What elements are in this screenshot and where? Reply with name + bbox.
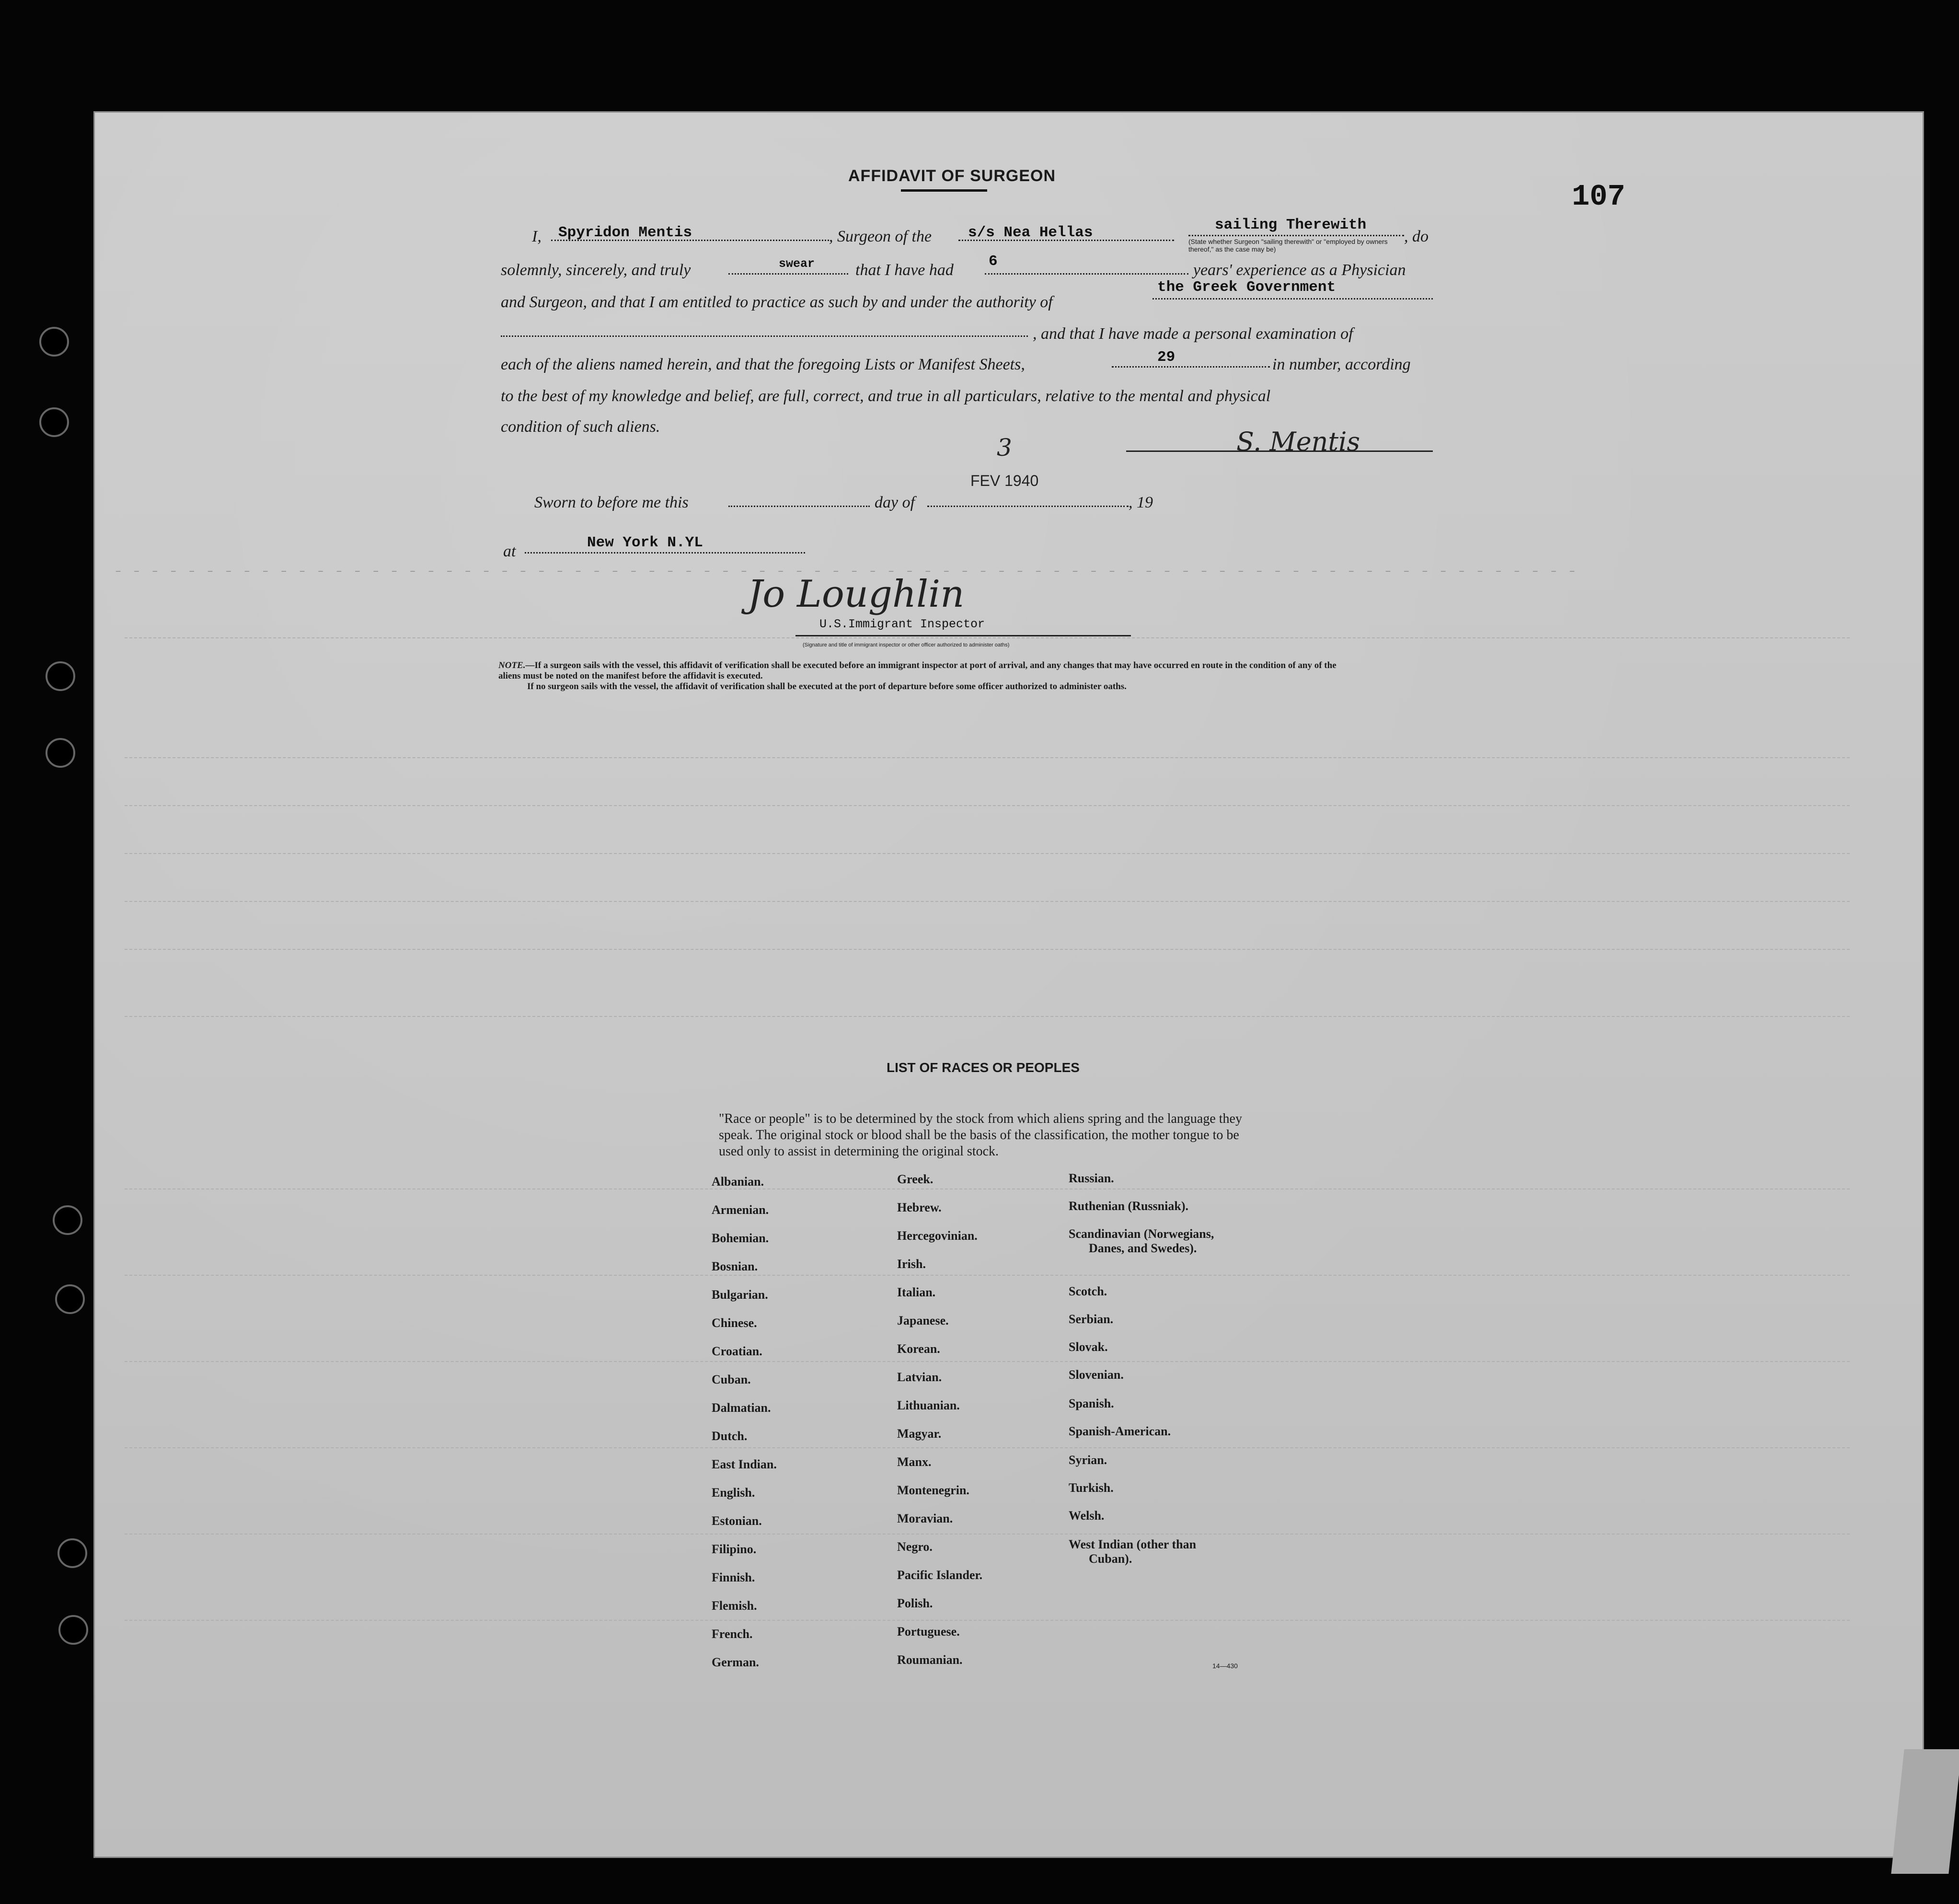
race-item: Ruthenian (Russniak).	[1069, 1199, 1188, 1213]
race-item: Danes, and Swedes).	[1089, 1241, 1197, 1255]
title-underline	[901, 189, 987, 192]
race-item: Armenian.	[712, 1203, 769, 1217]
race-item: West Indian (other than	[1069, 1537, 1197, 1551]
race-item: Dalmatian.	[712, 1401, 771, 1415]
race-item: Irish.	[897, 1257, 926, 1271]
race-item: Pacific Islander.	[897, 1568, 983, 1582]
blank-line	[927, 506, 1129, 507]
race-item: German.	[712, 1655, 759, 1669]
race-item: Filipino.	[712, 1542, 757, 1556]
race-item: Portuguese.	[897, 1625, 960, 1639]
punch-hole	[39, 407, 69, 437]
race-item: Roumanian.	[897, 1653, 963, 1667]
race-item: Cuban.	[712, 1373, 751, 1386]
blank-line	[728, 273, 848, 275]
race-item: Moravian.	[897, 1512, 953, 1525]
blank-line	[728, 506, 870, 507]
race-item: French.	[712, 1627, 753, 1641]
races-title: LIST OF RACES OR PEOPLES	[887, 1060, 1080, 1075]
affidavit-text: , Surgeon of the	[829, 228, 932, 245]
place-sworn: New York N.YL	[587, 534, 703, 551]
race-item: Latvian.	[897, 1370, 942, 1384]
race-item: Manx.	[897, 1455, 932, 1469]
race-item: Bulgarian.	[712, 1288, 768, 1302]
affidavit-text: condition of such aliens.	[501, 418, 660, 436]
blank-line	[1152, 298, 1433, 300]
vessel-name: s/s Nea Hellas	[968, 224, 1093, 241]
note-text: —If a surgeon sails with the vessel, this affidavit of verification shall be executed before an immigrant inspector at port of arrival, and any changes that may have occurred en route in the condition of any of the aliens must be noted on the manifest before the affidavit is executed.	[498, 660, 1337, 681]
note-text: If no surgeon sails with the vessel, the affidavit of verification shall be executed at the port of departure before some officer authorized to administer oaths.	[527, 681, 1127, 692]
affidavit-text: at	[503, 542, 516, 560]
punch-hole	[58, 1615, 88, 1645]
race-item: English.	[712, 1486, 755, 1500]
race-item: Polish.	[897, 1596, 933, 1610]
affidavit-text: , do	[1404, 228, 1429, 245]
race-item: Spanish-American.	[1069, 1424, 1171, 1438]
affidavit-text: years' experience as a Physician	[1193, 261, 1406, 279]
race-item: Dutch.	[712, 1429, 748, 1443]
affidavit-title: AFFIDAVIT OF SURGEON	[848, 167, 1056, 185]
race-item: Cuban).	[1089, 1552, 1132, 1566]
race-item: Slovenian.	[1069, 1368, 1124, 1382]
affidavit-i: I,	[532, 228, 542, 245]
day-handwritten: 3	[997, 434, 1012, 462]
affidavit-text: day of	[875, 494, 915, 511]
signature-line	[795, 635, 1131, 636]
race-item: Bohemian.	[712, 1231, 769, 1245]
punch-hole	[53, 1205, 82, 1235]
race-item: Hercegovinian.	[897, 1229, 978, 1243]
race-item: Albanian.	[712, 1175, 764, 1189]
note-label: NOTE.	[498, 660, 526, 670]
blank-line	[985, 273, 1188, 275]
races-paragraph: "Race or people" is to be determined by the stock from which aliens spring and the language they speak. The original stock or blood shall be the basis of the classification, the mother tongue to be used only to assist in determining the original stock.	[719, 1111, 1242, 1159]
race-item: Japanese.	[897, 1314, 949, 1327]
race-item: Scotch.	[1069, 1284, 1107, 1298]
punch-hole	[58, 1538, 87, 1568]
sailing-note: (State whether Surgeon "sailing therewith" or "employed by owners thereof," as the case may be)	[1188, 238, 1388, 253]
verification-note	[498, 660, 1342, 692]
affidavit-text: , and that I have made a personal examination of	[1033, 325, 1353, 343]
oath-type: swear	[779, 257, 815, 271]
punch-hole	[46, 661, 75, 691]
race-item: Russian.	[1069, 1171, 1114, 1185]
race-item: Slovak.	[1069, 1340, 1108, 1354]
race-item: Welsh.	[1069, 1509, 1105, 1523]
inspector-title: U.S.Immigrant Inspector	[819, 617, 985, 631]
surgeon-name: Spyridon Mentis	[558, 224, 692, 241]
inspector-caption: (Signature and title of immigrant inspector or other officer authorized to administer oaths)	[803, 642, 1010, 648]
affidavit-text: , 19	[1129, 494, 1153, 511]
blank-line	[501, 335, 1028, 337]
race-item: Serbian.	[1069, 1312, 1114, 1326]
affidavit-text: that I have had	[855, 261, 954, 279]
affidavit-text: and Surgeon, and that I am entitled to practice as such by and under the authority of	[501, 293, 1053, 311]
punch-hole	[55, 1284, 85, 1314]
punch-hole	[46, 738, 75, 768]
race-item: Korean.	[897, 1342, 940, 1356]
blank-line	[525, 552, 805, 554]
race-item: Montenegrin.	[897, 1483, 969, 1497]
race-item: Lithuanian.	[897, 1398, 960, 1412]
years-experience: 6	[989, 253, 998, 270]
surgeon-signature: S. Mentis	[1236, 427, 1360, 457]
race-item: Negro.	[897, 1540, 933, 1554]
date-stamp: FEV 1940	[970, 472, 1039, 489]
affidavit-text: solemnly, sincerely, and truly	[501, 261, 691, 279]
race-item: Bosnian.	[712, 1259, 758, 1273]
affidavit-text: Sworn to before me this	[534, 494, 689, 511]
authority: the Greek Government	[1157, 279, 1336, 296]
race-item: Finnish.	[712, 1570, 755, 1584]
race-item: Italian.	[897, 1285, 936, 1299]
race-item: Greek.	[897, 1172, 933, 1186]
race-item: Hebrew.	[897, 1200, 942, 1214]
race-item: Scandinavian (Norwegians,	[1069, 1227, 1214, 1241]
race-item: Chinese.	[712, 1316, 757, 1330]
race-item: Spanish.	[1069, 1396, 1114, 1410]
affidavit-text: each of the aliens named herein, and that the foregoing Lists or Manifest Sheets,	[501, 356, 1025, 373]
race-item: Turkish.	[1069, 1481, 1114, 1495]
race-item: Estonian.	[712, 1514, 762, 1528]
race-item: Croatian.	[712, 1344, 762, 1358]
inspector-signature: Jo Loughlin	[748, 573, 965, 616]
race-item: Magyar.	[897, 1427, 942, 1441]
sailing-status: sailing Therewith	[1215, 217, 1367, 233]
race-item: Syrian.	[1069, 1453, 1107, 1467]
blank-line	[1112, 366, 1270, 368]
manifest-sheet-count: 29	[1157, 349, 1175, 366]
race-item: Flemish.	[712, 1599, 757, 1613]
blank-line	[1188, 235, 1404, 236]
punch-hole	[39, 327, 69, 357]
page-number: 107	[1572, 180, 1625, 214]
race-item: East Indian.	[712, 1457, 777, 1471]
form-number: 14—430	[1212, 1662, 1238, 1670]
affidavit-text: in number, according	[1272, 356, 1411, 373]
affidavit-text: to the best of my knowledge and belief, are full, correct, and true in all particulars, relative to the mental and physical	[501, 387, 1271, 405]
